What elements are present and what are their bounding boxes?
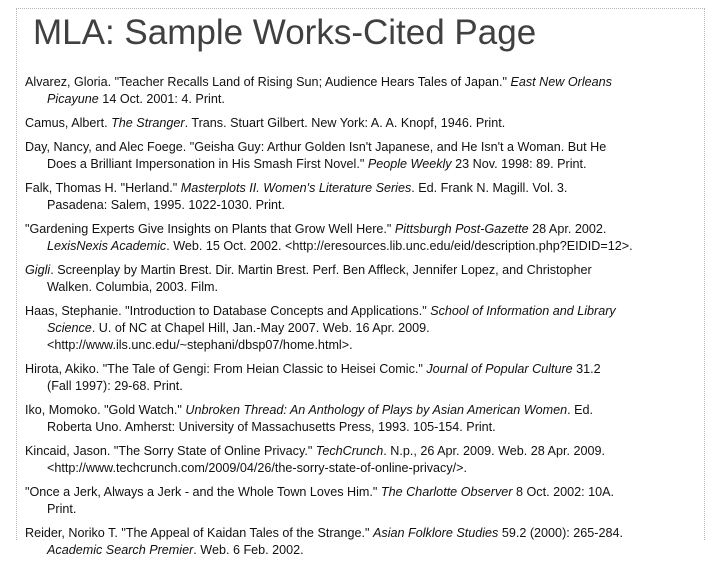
citation-entry: [25, 443, 705, 477]
citation-text: . U. of NC at Chapel Hill, Jan.-May 2007. Web. 16 Apr. 2009.: [91, 321, 430, 335]
citation-text: Camus, Albert.: [25, 116, 112, 130]
citation-text: 8 Oct. 2002: 10A.: [512, 485, 614, 499]
citation-title: People Weekly: [367, 157, 452, 171]
citation-entry: [25, 115, 705, 132]
citation-entry: [25, 139, 705, 173]
citation-text: Roberta Uno. Amherst: University of Massachusetts Press, 1993. 105-154. Print.: [47, 420, 496, 434]
citation-text: 28 Apr. 2002.: [528, 222, 607, 236]
citation-title: LexisNexis Academic: [47, 239, 167, 253]
citation-title: The Stranger: [111, 116, 185, 130]
citation-text: (Fall 1997): 29-68. Print.: [47, 379, 183, 393]
citation-entry: [25, 262, 705, 296]
citation-title: Gigli: [25, 263, 51, 277]
citation-entry: [25, 484, 705, 518]
citation-text: Reider, Noriko T. "The Appeal of Kaidan Tales of the Strange.": [25, 526, 374, 540]
citation-text: Kincaid, Jason. "The Sorry State of Online Privacy.": [25, 444, 316, 458]
citation-text: Walken. Columbia, 2003. Film.: [47, 280, 219, 294]
citation-text: "Gardening Experts Give Insights on Plants that Grow Well Here.": [25, 222, 395, 236]
citation-text: 31.2: [572, 362, 601, 376]
page-title: MLA: Sample Works-Cited Page: [33, 13, 537, 52]
citation-text: Alvarez, Gloria. "Teacher Recalls Land of Rising Sun; Audience Hears Tales of Japan.": [25, 75, 511, 89]
citation-text: <http://www.ils.unc.edu/~stephani/dbsp07/home.html>.: [47, 338, 353, 352]
citation-entry: [25, 74, 705, 108]
citation-title: Journal of Popular Culture: [426, 362, 573, 376]
citation-text: . Screenplay by Martin Brest. Dir. Martin Brest. Perf. Ben Affleck, Jennifer Lopez, and Christopher: [50, 263, 592, 277]
citation-text: . Ed. Frank N. Magill. Vol. 3.: [411, 181, 568, 195]
citation-text: Iko, Momoko. "Gold Watch.": [25, 403, 186, 417]
citation-entry: [25, 402, 705, 436]
citation-text: . Trans. Stuart Gilbert. New York: A. A. Knopf, 1946. Print.: [184, 116, 506, 130]
citation-title: Academic Search Premier: [47, 543, 194, 557]
citation-text: 59.2 (2000): 265-284.: [498, 526, 623, 540]
citation-text: Print.: [47, 502, 77, 516]
citation-entry: [25, 303, 705, 354]
citation-title: Pittsburgh Post-Gazette: [394, 222, 529, 236]
citation-title: The Charlotte Observer: [380, 485, 513, 499]
citation-entry: [25, 180, 705, 214]
citation-entry: [25, 361, 705, 395]
citation-text: . Web. 15 Oct. 2002. <http://eresources.lib.unc.edu/eid/description.php?EIDID=12>.: [166, 239, 633, 253]
citation-text: 23 Nov. 1998: 89. Print.: [451, 157, 587, 171]
citation-text: Falk, Thomas H. "Herland.": [25, 181, 181, 195]
citation-title: Picayune: [47, 92, 99, 106]
citation-title: Unbroken Thread: An Anthology of Plays by Asian American Women: [185, 403, 568, 417]
citation-title: Asian Folklore Studies: [373, 526, 499, 540]
citation-text: 14 Oct. 2001: 4. Print.: [98, 92, 225, 106]
citation-title: East New Orleans: [510, 75, 612, 89]
citation-text: Hirota, Akiko. "The Tale of Gengi: From Heian Classic to Heisei Comic.": [25, 362, 427, 376]
citation-text: "Once a Jerk, Always a Jerk - and the Whole Town Loves Him.": [25, 485, 381, 499]
citation-title: School of Information and Library: [430, 304, 616, 318]
citation-title: TechCrunch: [315, 444, 384, 458]
citation-text: . Ed.: [567, 403, 593, 417]
citation-title: Masterplots II. Women's Literature Series: [180, 181, 412, 195]
citation-text: <http://www.techcrunch.com/2009/04/26/the-sorry-state-of-online-privacy/>.: [47, 461, 467, 475]
citation-text: . N.p., 26 Apr. 2009. Web. 28 Apr. 2009.: [383, 444, 605, 458]
citation-text: Pasadena: Salem, 1995. 1022-1030. Print.: [47, 198, 286, 212]
citation-entry: [25, 221, 705, 255]
citation-entry: [25, 525, 705, 559]
works-cited-list: [25, 74, 705, 566]
citation-text: Haas, Stephanie. "Introduction to Database Concepts and Applications.": [25, 304, 431, 318]
citation-title: Science: [47, 321, 92, 335]
citation-text: Day, Nancy, and Alec Foege. "Geisha Guy: Arthur Golden Isn't Japanese, and He Isn't a Woman. But He: [25, 140, 607, 154]
citation-text: . Web. 6 Feb. 2002.: [193, 543, 304, 557]
citation-text: Does a Brilliant Impersonation in His Smash First Novel.": [47, 157, 368, 171]
